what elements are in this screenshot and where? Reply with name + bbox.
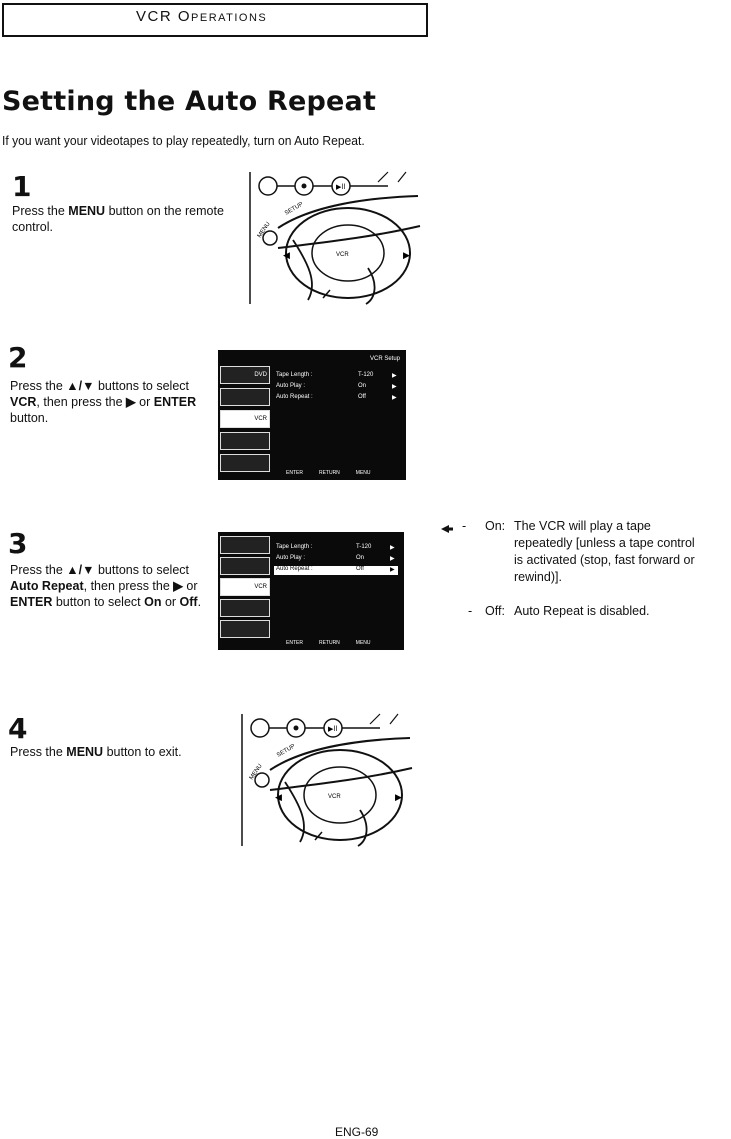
osd-row-arrow: ▶	[390, 567, 395, 573]
osd-row	[276, 555, 396, 564]
osd-footer-item: MENU	[355, 640, 371, 646]
note-on-text-4: rewind)].	[514, 570, 562, 584]
vcr-setup-osd-step2	[218, 350, 406, 480]
note-off-label: Off:	[485, 604, 505, 618]
remote-setup-label: SETUP	[276, 743, 297, 759]
osd-row-label: Auto Repeat :	[276, 394, 313, 400]
step-1-key: MENU	[68, 204, 106, 218]
osd-row-value: On	[358, 383, 367, 389]
osd-sidebar-item-vcr: VCR	[220, 578, 270, 596]
step-2-key: ENTER	[153, 395, 197, 409]
osd-row	[276, 394, 396, 403]
osd-row-label: Auto Play :	[276, 383, 306, 389]
osd-sidebar-item	[220, 432, 270, 450]
step-4-part: Press the	[10, 745, 67, 759]
osd-footer-item: RETURN	[318, 470, 340, 476]
step-1-part: Press the	[12, 204, 69, 218]
step-2-key: ▶	[126, 395, 136, 409]
osd-sidebar-item	[220, 388, 270, 406]
step-3-text	[10, 562, 210, 610]
osd-row-value: Off	[356, 566, 364, 572]
osd-footer-item: MENU	[355, 470, 371, 476]
section-header-big: VCR O	[136, 8, 192, 25]
step-3-key: On	[144, 595, 162, 609]
osd-row-value: On	[356, 555, 365, 561]
step-1-part: button on the remote control.	[12, 204, 224, 234]
step-4-part: button to exit.	[103, 745, 182, 759]
step-2-part: Press the	[10, 379, 67, 393]
osd-footer	[286, 470, 387, 476]
note-on-text-2: repeatedly [unless a tape control	[514, 536, 695, 550]
osd-sidebar	[218, 350, 273, 480]
section-header	[136, 8, 267, 25]
remote-setup-label: SETUP	[284, 201, 305, 217]
osd-row-arrow: ▶	[392, 395, 397, 401]
osd-footer	[286, 640, 387, 646]
step-2-part: or	[135, 395, 154, 409]
step-1-number: 1	[12, 170, 32, 203]
svg-text:▶: ▶	[395, 792, 402, 802]
osd-header: VCR Setup	[369, 356, 400, 362]
osd-footer-item: ENTER	[286, 470, 303, 476]
svg-text:◀: ◀	[275, 792, 282, 802]
note-dash: -	[468, 604, 473, 618]
osd-row-value: T-120	[358, 372, 374, 378]
osd-row	[276, 383, 396, 392]
page-number: ENG-69	[335, 1125, 379, 1139]
step-1-text	[12, 203, 227, 235]
remote-menu-label: MENU	[256, 221, 272, 240]
osd-footer-item: ENTER	[286, 640, 303, 646]
svg-text:▶ll: ▶ll	[336, 183, 346, 191]
remote-control-illustration-1	[248, 168, 430, 306]
remote-vcr-label: VCR	[336, 252, 349, 258]
page-title: Setting the Auto Repeat	[2, 86, 377, 117]
svg-text:◀: ◀	[283, 250, 290, 260]
step-3-number: 3	[8, 527, 28, 560]
step-2-part: , then press the	[36, 395, 127, 409]
svg-text:▶: ▶	[403, 250, 410, 260]
step-3-part: .	[197, 595, 202, 609]
osd-row-arrow: ▶	[390, 556, 395, 562]
step-3-part: or	[182, 579, 198, 593]
step-4-number: 4	[8, 712, 28, 745]
step-3-part: button to select	[52, 595, 145, 609]
osd-sidebar-item	[220, 536, 270, 554]
osd-row-value: T-120	[356, 544, 372, 550]
note-on-text-1: The VCR will play a tape	[514, 519, 651, 533]
step-3-key: ▶	[173, 579, 183, 593]
osd-sidebar-item	[220, 620, 270, 638]
note-on-label: On:	[485, 519, 506, 533]
step-3-part: Press the	[10, 563, 67, 577]
osd-row	[276, 544, 396, 553]
step-3-part: buttons to select	[94, 563, 190, 577]
note-off-text: Auto Repeat is disabled.	[514, 604, 650, 618]
step-2-text	[10, 378, 210, 426]
osd-sidebar-item	[220, 454, 270, 472]
osd-row-value: Off	[358, 394, 366, 400]
osd-row-label: Tape Length :	[276, 372, 313, 378]
osd-sidebar	[218, 532, 273, 650]
svg-text:▶ll: ▶ll	[328, 725, 338, 733]
osd-sidebar-item	[220, 599, 270, 617]
step-4-key: MENU	[66, 745, 104, 759]
osd-row-label: Auto Repeat :	[276, 566, 313, 572]
osd-footer-item: RETURN	[318, 640, 340, 646]
remote-vcr-label: VCR	[328, 794, 341, 800]
osd-row-arrow: ▶	[392, 384, 397, 390]
step-3-key: Auto Repeat	[10, 579, 84, 593]
intro-text: If you want your videotapes to play repeatedly, turn on Auto Repeat.	[2, 133, 365, 148]
step-2-part: button.	[10, 411, 49, 425]
osd-row	[276, 372, 396, 381]
osd-row-label: Auto Play :	[276, 555, 306, 561]
step-4-text	[10, 744, 225, 760]
osd-row-label: Tape Length :	[276, 544, 313, 550]
osd-row-auto-repeat-selected	[274, 566, 398, 575]
osd-sidebar-item	[220, 557, 270, 575]
step-2-number: 2	[8, 341, 28, 374]
note-on-text-3: is activated (stop, fast forward or	[514, 553, 695, 567]
step-3-part: , then press the	[83, 579, 174, 593]
step-3-key: Off	[179, 595, 198, 609]
osd-row-arrow: ▶	[390, 545, 395, 551]
remote-menu-label: MENU	[248, 763, 264, 782]
osd-row-arrow: ▶	[392, 373, 397, 379]
remote-control-illustration-4	[240, 710, 422, 848]
step-2-key: ▲/▼	[66, 379, 95, 393]
step-2-key: VCR	[10, 395, 37, 409]
note-dash: -	[462, 519, 467, 533]
step-3-key: ▲/▼	[66, 563, 95, 577]
note-pointer-arrow-icon	[441, 521, 453, 531]
step-2-part: buttons to select	[94, 379, 190, 393]
step-3-part: or	[161, 595, 180, 609]
vcr-setup-osd-step3	[218, 532, 404, 650]
section-header-small: PERATIONS	[191, 12, 268, 24]
osd-sidebar-item: DVD	[220, 366, 270, 384]
step-3-key: ENTER	[10, 595, 53, 609]
osd-sidebar-item-vcr: VCR	[220, 410, 270, 428]
